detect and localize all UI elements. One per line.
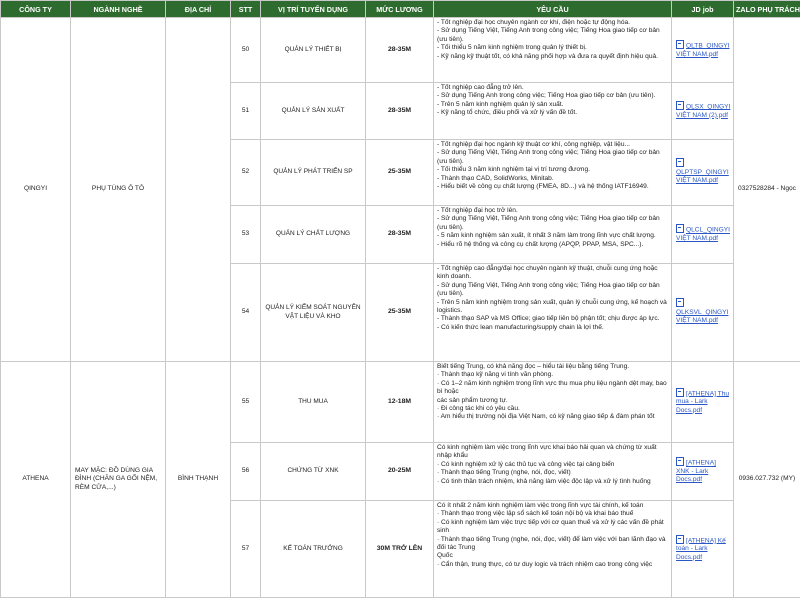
position-cell[interactable]: THU MUA [261,362,366,443]
header-industry[interactable]: NGÀNH NGHỀ [71,1,166,18]
requirement-line: - Trên 5 năm kinh nghiệm quản lý sản xuất. [437,100,564,108]
requirement-line: Biết tiếng Trung, có khả năng đọc – hiểu tài liệu bằng tiếng Trung. [437,363,630,370]
file-icon [676,298,684,307]
requirements-cell[interactable] [434,140,672,206]
stt-cell[interactable]: 55 [231,362,261,443]
requirement-line: - Kỹ năng tổ chức, điều phối và xử lý vấn đề tốt. [437,109,578,117]
header-company[interactable]: CÔNG TY [1,1,71,18]
requirement-line: các sản phẩm tương tự. [437,396,508,404]
requirement-line: - Sử dụng Tiếng Anh trong công việc; Tiếng Hoa giao tiếp cơ bản (ưu tiên). [437,92,656,100]
requirements-cell[interactable] [434,83,672,140]
table-row [1,18,800,83]
salary-cell[interactable]: 25-35M [366,140,434,206]
salary-cell[interactable]: 28-35M [366,206,434,264]
address-cell[interactable] [166,18,231,362]
position-cell[interactable]: CHỨNG TỪ XNK [261,443,366,501]
jd-link[interactable]: QLKSVL_QINGYI VIỆT NAM.pdf [676,308,729,325]
requirement-line: · Am hiểu thị trường nội địa Việt Nam, có kỹ năng giao tiếp & đàm phán tốt [437,413,655,421]
zalo-cell[interactable]: 0936.027.732 (MY) [734,362,800,598]
requirement-line: · Thành thạo tiếng Trung (nghe, nói, đọc, viết) [437,469,571,477]
requirement-line: - 5 năm kinh nghiệm sản xuất, ít nhất 3 năm làm trong lĩnh vực chất lượng. [437,232,656,240]
company-cell[interactable]: QINGYI [1,18,71,362]
requirement-line: - Tốt nghiệp đại học ngành kỹ thuật cơ khí, công nghiệp, vật liệu... [437,141,630,148]
salary-cell[interactable]: 28-35M [366,18,434,83]
requirements-cell[interactable] [434,206,672,264]
position-cell[interactable]: KẾ TOÁN TRƯỞNG [261,501,366,598]
requirements-cell[interactable] [434,443,672,501]
requirement-line: - Sử dụng Tiếng Việt, Tiếng Anh trong công việc; Tiếng Hoa giao tiếp cơ bản (ưu tiên). [437,281,660,298]
header-address[interactable]: ĐỊA CHỈ [166,1,231,18]
salary-cell[interactable]: 20-25M [366,443,434,501]
address-cell[interactable]: BÌNH THẠNH [166,362,231,598]
requirement-line: - Thành thạo SAP và MS Office; giao tiếp liên bộ phận tốt; chịu được áp lực. [437,315,660,323]
industry-cell[interactable]: PHỤ TÙNG Ô TÔ [71,18,166,362]
header-salary[interactable]: MỨC LƯƠNG [366,1,434,18]
header-stt[interactable]: STT [231,1,261,18]
header-row [1,1,800,18]
jd-cell[interactable] [672,206,734,264]
requirement-line: - Hiểu rõ hệ thống và công cụ chất lượng (APQP, PPAP, MSA, SPC...). [437,240,644,248]
file-icon [676,457,684,466]
requirement-line: · Thành thạo tiếng Trung (nghe, nói, đọc, viết) để làm việc với ban lãnh đạo và đối tác Trung [437,535,666,552]
requirement-line: - Sử dụng Tiếng Việt, Tiếng Anh trong công việc; Tiếng Hoa giao tiếp cơ bản (ưu tiên). [437,27,660,43]
stt-cell[interactable]: 53 [231,206,261,264]
file-icon [676,535,684,544]
file-icon [676,101,684,110]
salary-cell[interactable]: 25-35M [366,264,434,362]
requirements-cell[interactable] [434,18,672,83]
requirement-line: Quốc [437,552,453,560]
requirement-line: · Đi công tác khi có yêu cầu. [437,405,520,413]
jd-link[interactable]: QLCL_QINGYI VIỆT NAM.pdf [676,226,730,243]
salary-cell[interactable]: 12-18M [366,362,434,443]
file-icon [676,158,684,167]
requirement-line: - Tối thiểu 5 năm kinh nghiệm trong quản lý thiết bị. [437,44,587,52]
jd-link[interactable]: [ATHENA] Kế toán - Lark Docs.pdf [676,537,726,561]
requirements-cell[interactable] [434,264,672,362]
stt-cell[interactable]: 54 [231,264,261,362]
stt-cell[interactable]: 50 [231,18,261,83]
file-icon [676,224,684,233]
jd-cell[interactable] [672,83,734,140]
jd-cell[interactable] [672,140,734,206]
header-position[interactable]: VỊ TRÍ TUYỂN DỤNG [261,1,366,18]
jd-cell[interactable] [672,18,734,83]
header-zalo[interactable]: ZALO PHỤ TRÁCH [734,1,800,18]
stt-cell[interactable]: 52 [231,140,261,206]
requirement-line: - Tốt nghiệp cao đẳng/đại học chuyên ngành kỹ thuật, chuỗi cung ứng hoặc kinh doanh. [437,265,658,281]
requirement-line: · Có 1–2 năm kinh nghiệm trong lĩnh vực thu mua phụ liệu ngành dệt may, bao bì hoặc [437,379,667,396]
company-cell[interactable]: ATHENA [1,362,71,598]
jd-cell[interactable] [672,443,734,501]
zalo-cell[interactable]: 0327528284 - Ngọc [734,18,800,362]
jd-cell[interactable] [672,264,734,362]
requirement-line: - Trên 5 năm kinh nghiệm trong sản xuất, quản lý chuỗi cung ứng, kế hoạch và logistics. [437,298,667,315]
position-cell[interactable]: QUẢN LÝ CHẤT LƯỢNG [261,206,366,264]
header-jd[interactable]: JD job [672,1,734,18]
requirement-line: · Có kinh nghiệm xử lý các thủ tục và công việc tại cảng biển [437,460,615,468]
stt-cell[interactable]: 51 [231,83,261,140]
requirement-line: - Sử dụng Tiếng Việt, Tiếng Anh trong công việc; Tiếng Hoa giao tiếp cơ bản (ưu tiên). [437,149,660,165]
salary-cell[interactable]: 28-35M [366,83,434,140]
position-cell[interactable]: QUẢN LÝ THIẾT BỊ [261,18,366,83]
requirement-line: · Có kinh nghiệm làm việc trực tiếp với cơ quan thuế và xử lý các vấn đề phát sinh [437,518,664,535]
table-row [1,362,800,443]
jd-link[interactable]: QLSX_QINGYI VIỆT NAM (2).pdf [676,103,731,119]
jd-link[interactable]: QLTB_QINGYI VIỆT NAM.pdf [676,42,730,58]
requirement-line: - Tốt nghiệp đại học chuyên ngành cơ khí, điện hoặc tự động hóa. [437,19,631,26]
requirement-line: - Tối thiểu 3 năm kinh nghiệm tại vị trí tương đương. [437,166,590,174]
industry-cell[interactable]: MAY MẶC: ĐỒ DÙNG GIA ĐÌNH (CHĂN GA GỐI NỆM, RÈM CỬA,...) [71,362,166,598]
requirement-line: · Có tinh thần trách nhiệm, khả năng làm việc độc lập và xử lý tình huống [437,477,651,485]
position-cell[interactable]: QUẢN LÝ SẢN XUẤT [261,83,366,140]
requirement-line: - Tốt nghiệp đại học trở lên. [437,207,518,214]
requirement-line: - Có kiến thức lean manufacturing/supply chain là lợi thế. [437,323,604,331]
jd-link[interactable]: [ATHENA] Thu mua - Lark Docs.pdf [676,390,729,414]
requirement-line: Có ít nhất 2 năm kinh nghiệm làm việc trong lĩnh vực tài chính, kế toán [437,502,644,509]
jd-link[interactable]: QLPTSP_QINGYI VIỆT NAM.pdf [676,168,729,185]
file-icon [676,40,684,49]
requirement-line: - Kỹ năng kỹ thuật tốt, có khả năng phối hợp và đưa ra quyết định hiệu quả. [437,52,658,60]
file-icon [676,388,684,397]
requirement-line: - Sử dụng Tiếng Việt, Tiếng Anh trong công việc; Tiếng Hoa giao tiếp cơ bản (ưu tiên). [437,215,660,231]
stt-cell[interactable]: 56 [231,443,261,501]
position-cell[interactable]: QUẢN LÝ PHÁT TRIỂN SP [261,140,366,206]
stt-cell[interactable]: 57 [231,501,261,598]
requirement-line: · Cẩn thận, trung thực, có tư duy logic và trách nhiệm cao trong công việc [437,560,653,568]
requirement-line: · Thành thạo trong việc lập sổ sách kế toán nội bộ và khai báo thuế [437,510,634,518]
requirement-line: · Thành thạo kỹ năng vi tính văn phòng. [437,371,554,379]
requirement-line: - Hiểu biết về công cụ chất lượng (FMEA, 8D...) và hệ thống IATF16949. [437,183,649,191]
requirements-cell[interactable] [434,362,672,443]
jd-cell[interactable] [672,362,734,443]
header-requirements[interactable]: YÊU CẦU [434,1,672,18]
position-cell[interactable]: QUẢN LÝ KIỂM SOÁT NGUYÊN VẬT LIỆU VÀ KHO [261,264,366,362]
salary-cell[interactable]: 30M TRỞ LÊN [366,501,434,598]
requirement-line: - Thành thạo CAD, SolidWorks, Minitab. [437,174,554,182]
requirements-cell[interactable] [434,501,672,598]
requirement-line: Có kinh nghiệm làm việc trong lĩnh vực khai báo hải quan và chứng từ xuất nhập khẩu [437,444,657,460]
jd-cell[interactable] [672,501,734,598]
requirement-line: - Tốt nghiệp cao đẳng trở lên. [437,84,524,91]
jd-link[interactable]: [ATHENA] XNK - Lark Docs.pdf [676,459,716,484]
